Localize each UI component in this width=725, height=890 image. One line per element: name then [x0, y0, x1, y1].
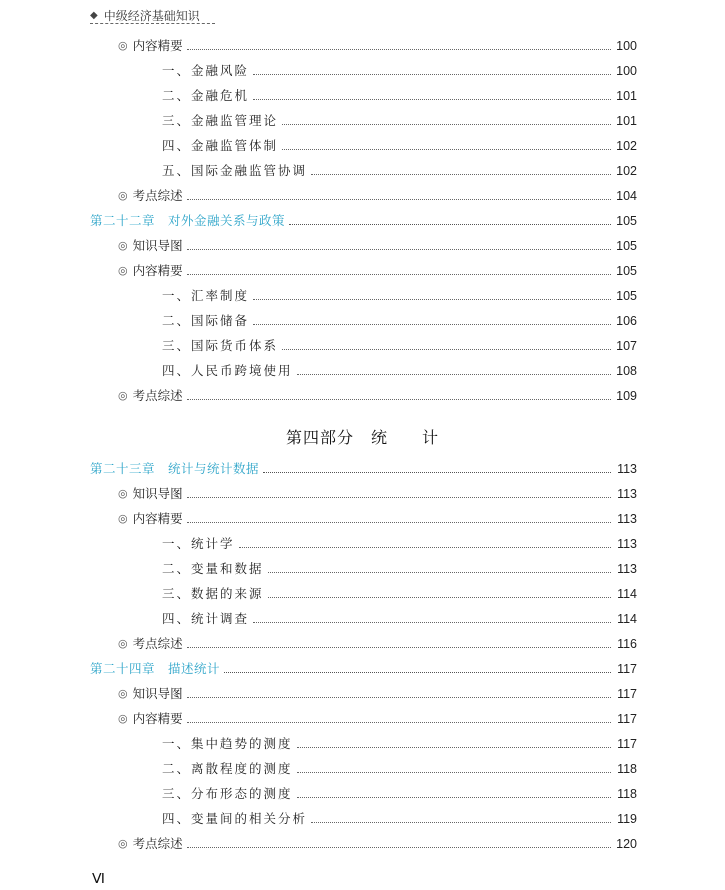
toc-entry-label: 考点综述	[132, 636, 183, 651]
toc-entry-page: 113	[617, 512, 637, 526]
toc-entry-label: 二、金融危机	[162, 88, 250, 103]
bullet-circle-icon: ◎	[118, 712, 128, 725]
toc-entry-page: 113	[617, 562, 637, 576]
dot-leader	[187, 696, 611, 698]
toc-entry-label: 二、变量和数据	[162, 561, 264, 576]
toc-item-entry	[162, 285, 637, 307]
toc-entry-label: 内容精要	[132, 711, 183, 726]
dot-leader	[297, 771, 611, 773]
toc-entry-page: 105	[616, 289, 637, 303]
toc-section-entry	[118, 483, 637, 505]
bullet-circle-icon: ◎	[118, 487, 128, 500]
dot-leader	[253, 98, 611, 100]
toc-entry-label: 三、分布形态的测度	[162, 786, 293, 801]
bullet-circle-icon: ◎	[118, 687, 128, 700]
bullet-circle-icon: ◎	[118, 264, 128, 277]
toc-entry-label: 第二十二章 对外金融关系与政策	[90, 213, 286, 228]
dot-leader	[239, 546, 611, 548]
toc-entry-label: 四、金融监管体制	[162, 138, 279, 153]
dot-leader	[297, 796, 611, 798]
toc-entry-page: 107	[616, 339, 637, 353]
toc-entry-page: 100	[616, 39, 637, 53]
toc-item-entry	[162, 110, 637, 132]
bullet-circle-icon: ◎	[118, 637, 128, 650]
toc-entry-label: 内容精要	[132, 263, 183, 278]
toc-entry-label: 知识导图	[132, 686, 183, 701]
toc-entry-page: 113	[617, 462, 637, 476]
bullet-circle-icon: ◎	[118, 837, 128, 850]
toc-item-entry	[162, 758, 637, 780]
toc-item-entry	[162, 310, 637, 332]
toc-entry-label: 内容精要	[132, 38, 183, 53]
toc-entry-label: 一、金融风险	[162, 63, 250, 78]
toc-chapter-entry	[90, 658, 637, 680]
bullet-circle-icon: ◎	[118, 189, 128, 202]
dot-leader	[289, 223, 611, 225]
dot-leader	[297, 373, 611, 375]
dot-leader	[187, 496, 611, 498]
dot-leader	[282, 148, 611, 150]
toc-entry-label: 五、国际金融监管协调	[162, 163, 308, 178]
toc-entry-page: 113	[617, 537, 637, 551]
dot-leader	[187, 721, 611, 723]
dot-leader	[268, 596, 611, 598]
toc-section-entry	[118, 35, 637, 57]
toc-entry-page: 118	[617, 762, 637, 776]
dot-leader	[187, 398, 611, 400]
toc-entry-page: 106	[616, 314, 637, 328]
toc-entry-label: 知识导图	[132, 238, 183, 253]
toc-entry-label: 一、汇率制度	[162, 288, 250, 303]
dot-leader	[253, 323, 611, 325]
toc-entry-page: 101	[616, 114, 637, 128]
dot-leader	[282, 348, 611, 350]
toc-entry-page: 119	[617, 812, 637, 826]
dot-leader	[187, 248, 611, 250]
toc-entry-label: 四、人民币跨境使用	[162, 363, 293, 378]
toc-entry-label: 考点综述	[132, 388, 183, 403]
bullet-circle-icon: ◎	[118, 239, 128, 252]
toc-chapter-entry	[90, 458, 637, 480]
toc-entry-page: 102	[616, 139, 637, 153]
toc-item-entry	[162, 335, 637, 357]
toc-section-entry	[118, 235, 637, 257]
dot-leader	[253, 298, 611, 300]
toc-entry-page: 117	[617, 662, 637, 676]
toc-entry-page: 105	[616, 264, 637, 278]
diamond-icon: ◆	[90, 9, 98, 21]
toc-item-entry	[162, 783, 637, 805]
toc-item-entry	[162, 60, 637, 82]
toc-entry-label: 考点综述	[132, 188, 183, 203]
toc-entry-page: 102	[616, 164, 637, 178]
toc-item-entry	[162, 360, 637, 382]
dot-leader	[224, 671, 611, 673]
toc-entry-page: 117	[617, 737, 637, 751]
running-header-title: 中级经济基础知识	[103, 8, 200, 23]
toc-item-entry	[162, 85, 637, 107]
dot-leader	[253, 73, 611, 75]
toc-entry-page: 109	[616, 389, 637, 403]
dot-leader	[187, 846, 611, 848]
toc-entry-label: 二、离散程度的测度	[162, 761, 293, 776]
toc-entry-label: 三、国际货币体系	[162, 338, 279, 353]
toc-entry-page: 117	[617, 712, 637, 726]
toc-entry-page: 100	[616, 64, 637, 78]
toc-entry-page: 113	[617, 487, 637, 501]
toc-entry-label: 四、变量间的相关分析	[162, 811, 308, 826]
dot-leader	[268, 571, 611, 573]
toc-item-entry	[162, 733, 637, 755]
toc-item-entry	[162, 533, 637, 555]
toc-entry-page: 118	[617, 787, 637, 801]
toc-entry-label: 知识导图	[132, 486, 183, 501]
toc-entry-label: 三、金融监管理论	[162, 113, 279, 128]
toc-entry-label: 第二十四章 描述统计	[90, 661, 221, 676]
dot-leader	[187, 198, 611, 200]
toc-section-entry	[118, 385, 637, 407]
bullet-circle-icon: ◎	[118, 389, 128, 402]
bullet-circle-icon: ◎	[118, 39, 128, 52]
toc-entry-page: 116	[617, 637, 637, 651]
dot-leader	[297, 746, 611, 748]
dot-leader	[282, 123, 611, 125]
toc-entry-page: 101	[616, 89, 637, 103]
toc-entry-label: 三、数据的来源	[162, 586, 264, 601]
dot-leader	[187, 48, 611, 50]
toc-item-entry	[162, 583, 637, 605]
toc-section-entry	[118, 185, 637, 207]
dot-leader	[253, 621, 611, 623]
dot-leader	[187, 646, 611, 648]
toc-entry-page: 105	[616, 239, 637, 253]
toc-section-entry	[118, 633, 637, 655]
toc-section-entry	[118, 683, 637, 705]
toc-entry-label: 一、统计学	[162, 536, 235, 551]
dot-leader	[187, 273, 611, 275]
toc-entry-label: 内容精要	[132, 511, 183, 526]
toc-section-entry	[118, 833, 637, 855]
toc-entry-page: 114	[617, 612, 637, 626]
toc-item-entry	[162, 808, 637, 830]
toc-entry-page: 117	[617, 687, 637, 701]
toc-entry-label: 考点综述	[132, 836, 183, 851]
toc-entry-page: 114	[617, 587, 637, 601]
dot-leader	[311, 173, 611, 175]
toc-entry-page: 108	[616, 364, 637, 378]
toc-section-entry	[118, 260, 637, 282]
toc-entry-label: 二、国际储备	[162, 313, 250, 328]
toc-entry-page: 120	[616, 837, 637, 851]
toc-section-entry	[118, 508, 637, 530]
dot-leader	[311, 821, 611, 823]
dot-leader	[187, 521, 611, 523]
toc-item-entry	[162, 160, 637, 182]
bullet-circle-icon: ◎	[118, 512, 128, 525]
toc-item-entry	[162, 558, 637, 580]
page-number: Ⅵ	[92, 872, 105, 887]
toc-entry-label: 一、集中趋势的测度	[162, 736, 293, 751]
toc-chapter-entry	[90, 210, 637, 232]
toc-entry-page: 105	[616, 214, 637, 228]
toc-entry-label: 四、统计调查	[162, 611, 250, 626]
dot-leader	[263, 471, 611, 473]
toc-item-entry	[162, 608, 637, 630]
header-rule	[90, 23, 215, 24]
part-title: 第四部分 统 计	[285, 428, 439, 447]
toc-entry-page: 104	[616, 189, 637, 203]
toc-entry-label: 第二十三章 统计与统计数据	[90, 461, 260, 476]
running-header	[90, 6, 200, 24]
toc-item-entry	[162, 135, 637, 157]
toc-section-entry	[118, 708, 637, 730]
